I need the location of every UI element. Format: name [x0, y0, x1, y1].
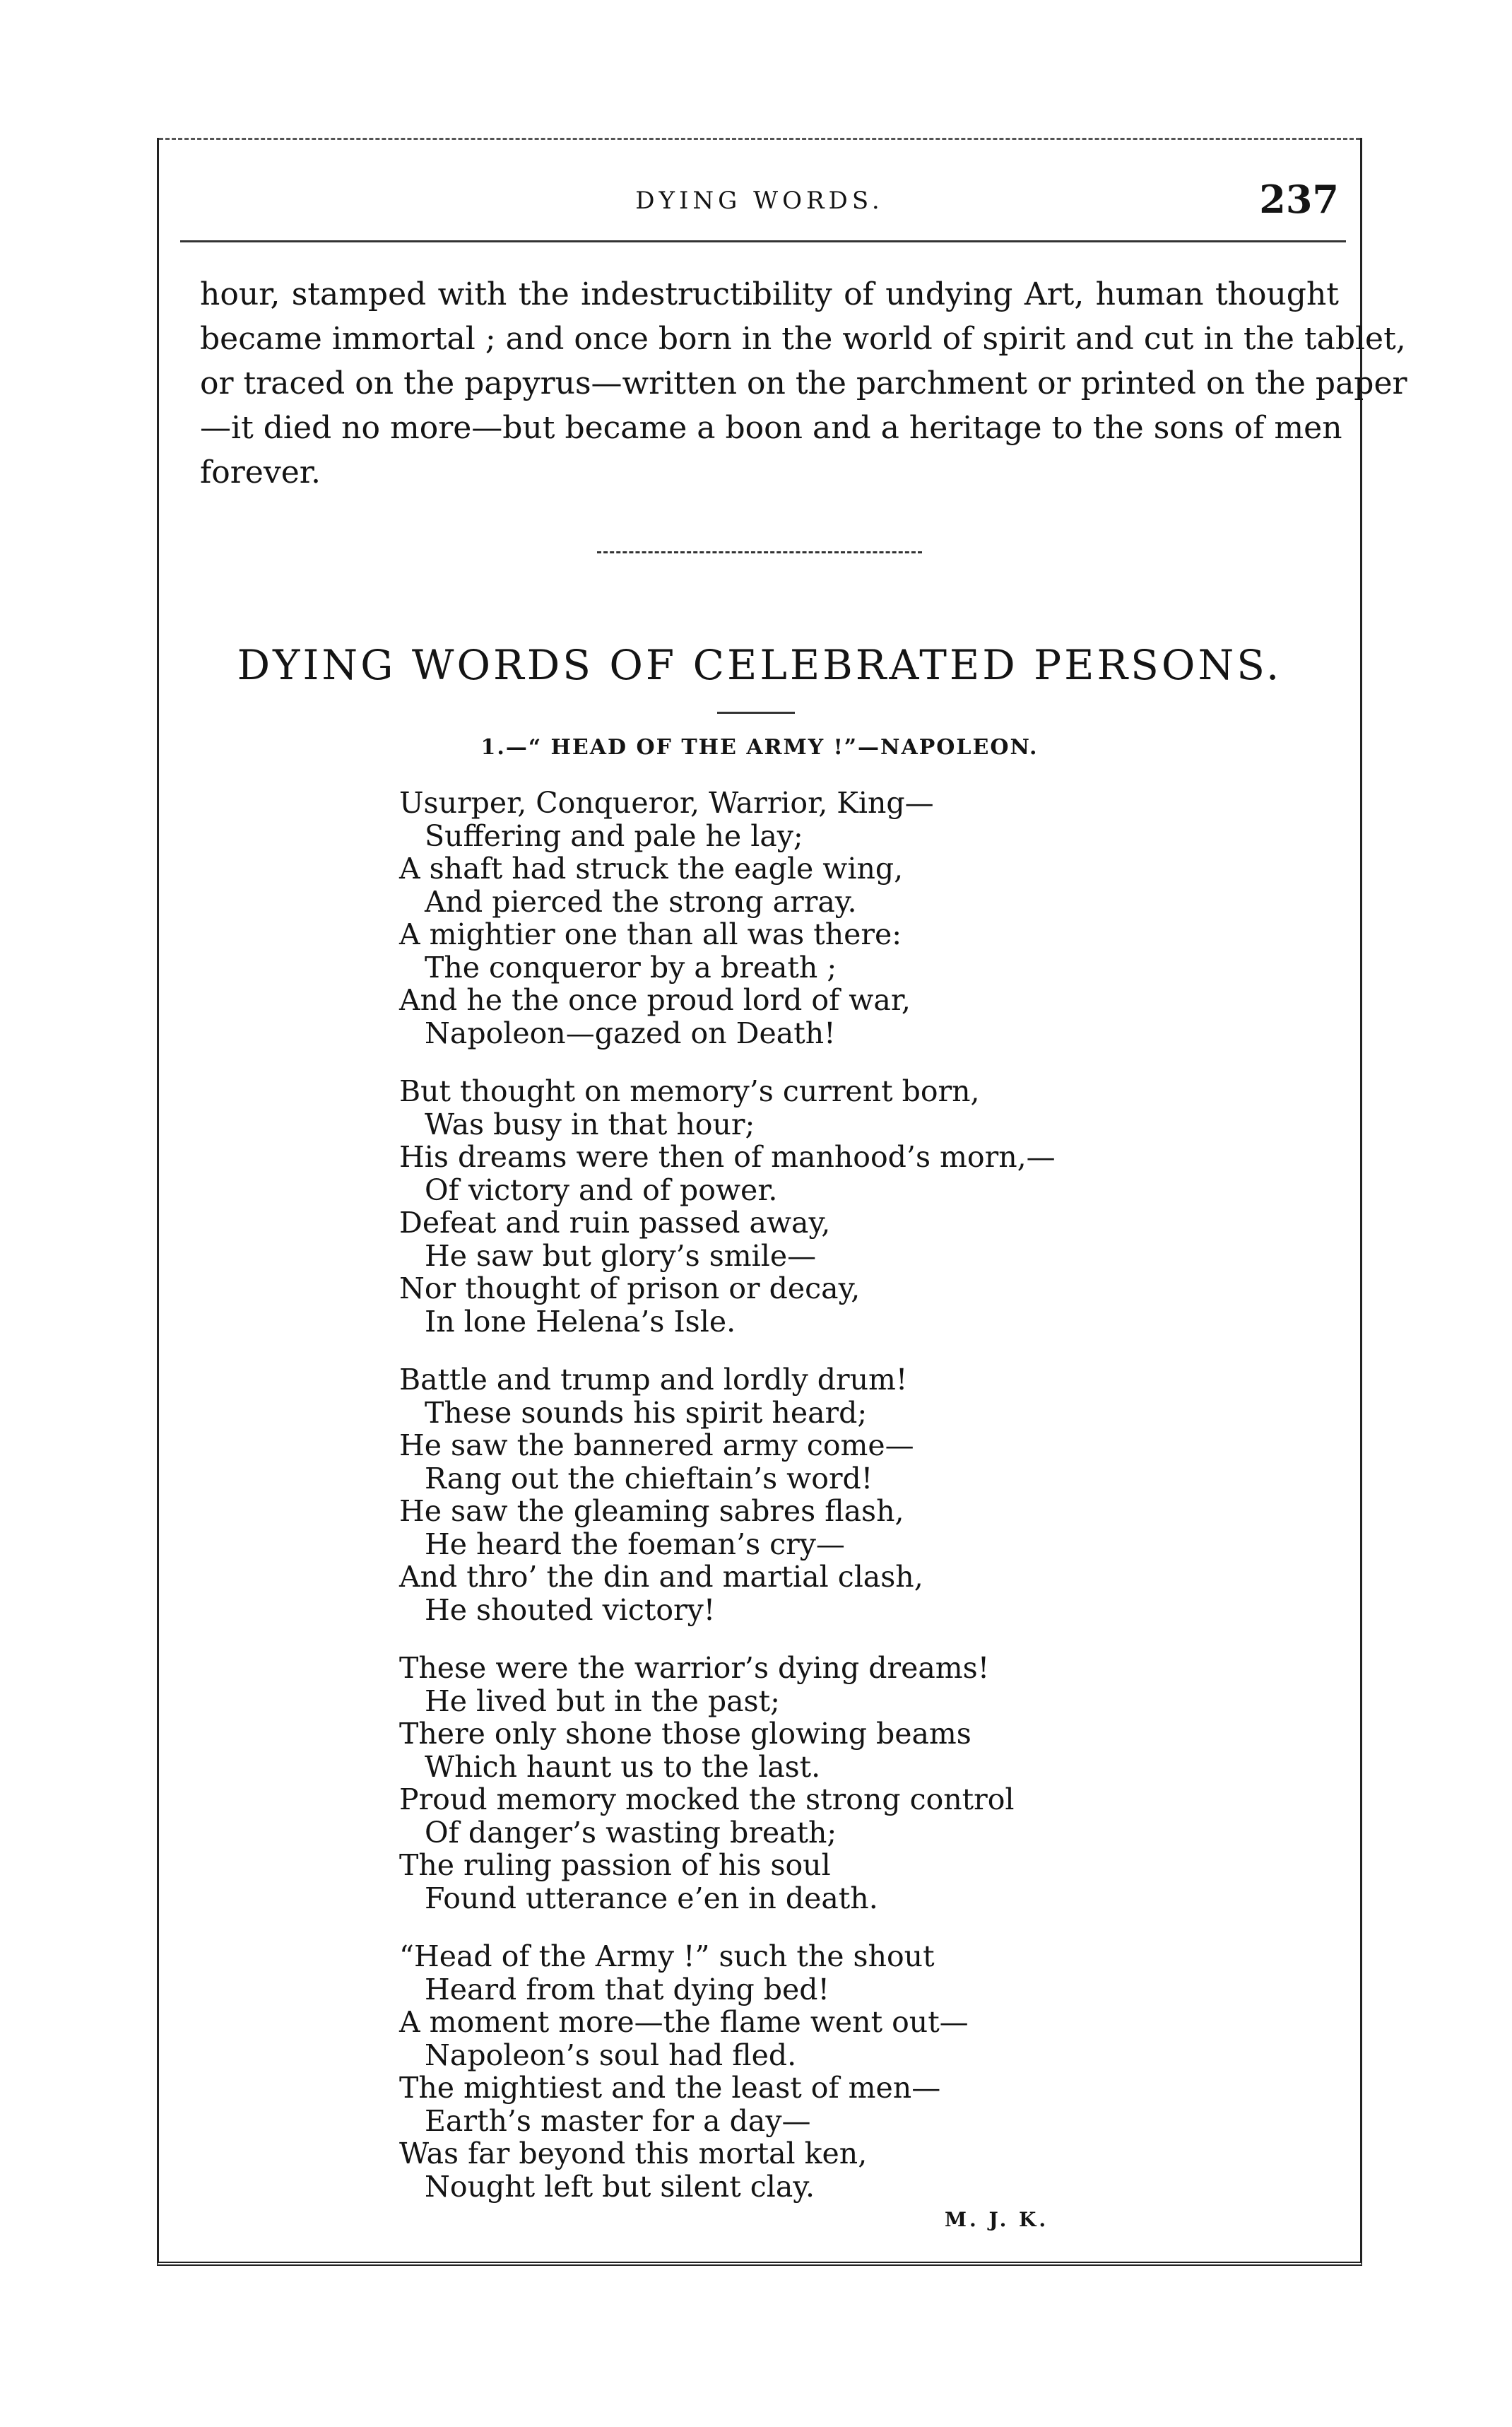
- verse-line: These were the warrior’s dying dreams!: [399, 1651, 990, 1685]
- prose-line: —it died no more—but became a boon and a heritage to the sons of men: [200, 410, 1342, 446]
- verse-line: Which haunt us to the last.: [425, 1749, 821, 1784]
- stanza: [399, 1363, 1247, 1626]
- verse-line: Of danger’s wasting breath;: [425, 1815, 837, 1850]
- verse-line: Was far beyond this mortal ken,: [399, 2137, 868, 2170]
- verse-line: Of victory and of power.: [425, 1173, 778, 1207]
- verse-line: Proud memory mocked the strong control: [399, 1782, 1015, 1816]
- prose-line: became immortal ; and once born in the world of spirit and cut in the tablet,: [200, 321, 1406, 357]
- verse-line: “Head of the Army !” such the shout: [399, 1939, 935, 1973]
- stanza: [399, 1652, 1247, 1915]
- verse-line: A mightier one than all was there:: [399, 917, 902, 951]
- verse-line: He saw but glory’s smile—: [425, 1238, 817, 1273]
- running-title: DYING WORDS.: [635, 187, 884, 215]
- verse-line: He saw the bannered army come—: [399, 1428, 914, 1462]
- section-title: DYING WORDS OF CELEBRATED PERSONS.: [237, 641, 1282, 689]
- verse-line: Napoleon’s soul had fled.: [425, 2038, 797, 2072]
- prose-line: hour, stamped with the indestructibility of undying Art, human thought: [200, 276, 1339, 312]
- verse-line: The ruling passion of his soul: [399, 1848, 831, 1882]
- verse-line: Suffering and pale he lay;: [425, 818, 803, 853]
- verse-line: And pierced the strong array.: [425, 884, 857, 919]
- verse-line: These sounds his spirit heard;: [425, 1395, 868, 1430]
- verse-line: His dreams were then of manhood’s morn,—: [399, 1140, 1056, 1174]
- verse-line: There only shone those glowing beams: [399, 1717, 971, 1751]
- verse-line: Battle and trump and lordly drum!: [399, 1363, 908, 1397]
- verse-line: And he the once proud lord of war,: [399, 983, 911, 1017]
- poem-heading: 1.—“ HEAD OF THE ARMY !”—NAPOLEON.: [480, 735, 1039, 760]
- prose-line: forever.: [200, 454, 321, 490]
- header-rule: [180, 240, 1346, 242]
- page-number: 237: [1259, 177, 1339, 222]
- verse-line: Was busy in that hour;: [425, 1107, 755, 1141]
- verse-line: Earth’s master for a day—: [425, 2103, 811, 2138]
- verse-line: And thro’ the din and martial clash,: [399, 1560, 923, 1594]
- running-head: [159, 177, 1360, 226]
- stanza: [399, 1075, 1247, 1338]
- verse-line: He lived but in the past;: [425, 1683, 780, 1718]
- verse-line: The mightiest and the least of men—: [399, 2071, 941, 2105]
- prose-paragraph: [200, 272, 1407, 495]
- verse-line: In lone Helena’s Isle.: [425, 1304, 736, 1339]
- verse-line: Heard from that dying bed!: [425, 1972, 829, 2006]
- verse-line: Nor thought of prison or decay,: [399, 1271, 861, 1305]
- section-divider: [597, 551, 922, 553]
- author-initials: M. J. K.: [945, 2208, 1049, 2231]
- prose-line: or traced on the papyrus—written on the parchment or printed on the paper: [200, 365, 1407, 401]
- top-rule: [159, 138, 1360, 140]
- stanza: [399, 1940, 1247, 2203]
- verse-line: Rang out the chieftain’s word!: [425, 1461, 873, 1495]
- verse-line: He saw the gleaming sabres flash,: [399, 1494, 904, 1528]
- verse-line: The conqueror by a breath ;: [425, 950, 837, 985]
- verse-line: Defeat and ruin passed away,: [399, 1206, 831, 1240]
- verse-line: But thought on memory’s current born,: [399, 1074, 980, 1108]
- verse-line: Found utterance e’en in death.: [425, 1881, 878, 1915]
- verse-line: Nought left but silent clay.: [425, 2169, 815, 2204]
- verse-line: Usurper, Conqueror, Warrior, King—: [399, 786, 934, 820]
- verse-line: Napoleon—gazed on Death!: [425, 1016, 836, 1050]
- subsection-rule: [717, 712, 795, 714]
- verse-line: He shouted victory!: [425, 1592, 716, 1627]
- verse-line: He heard the foeman’s cry—: [425, 1527, 845, 1561]
- poem: [399, 787, 1247, 2228]
- verse-line: A shaft had struck the eagle wing,: [399, 852, 904, 886]
- page-frame: [157, 138, 1407, 2266]
- stanza: [399, 787, 1247, 1050]
- verse-line: A moment more—the flame went out—: [399, 2005, 969, 2039]
